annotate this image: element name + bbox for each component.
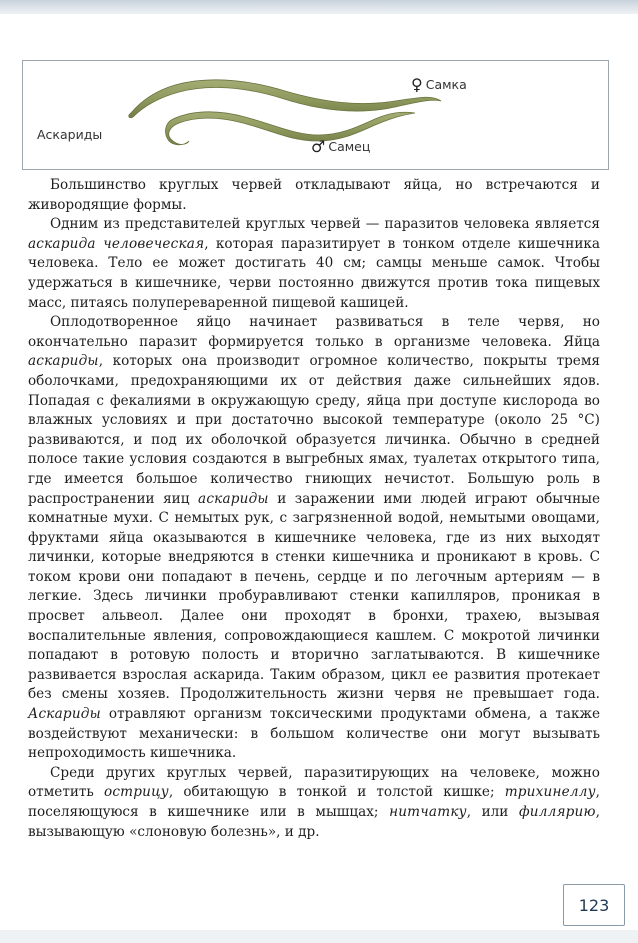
italic-term: острицу (103, 784, 169, 801)
label-female (411, 75, 467, 94)
body-text (28, 176, 600, 842)
text-run: , которых она производит огромное количество, покрыты тремя оболочками, предохраняющими их от действия даже сильнейших ядов. Попадая с фекалиями в окружающую среду, яйца при доступе кислорода во влажных условиях и при достаточно высокой температуре (около 25 °С) развиваются, и под их оболочкой образуется личинка. Обычно в средней полосе такие условия создаются в выгребных ямах, туалетах открытого типа, где имеется большое количество гниющих нечистот. Большую роль в распространении яиц (28, 353, 600, 507)
italic-term: аскариды (198, 490, 269, 507)
italic-term: филлярию (518, 804, 596, 820)
italic-term: трихинеллу (504, 784, 596, 801)
bottom-band (0, 930, 638, 943)
top-color-band (0, 0, 638, 14)
text-run: , поселяющуюся в кишечнике или в мышцах; (28, 784, 600, 820)
text-run: и заражении ими людей играют обычные комнатные мухи. С немытых рук, с загрязненной водой, немытыми овощами, фруктами яйца оказываются в кишечнике человека, где из них выходят личинки, которые внедряются в стенки кишечника и проникают в кровь. С током крови они попадают в печень, сердце и по легочным артериям — в легкие. Здесь личинки пробуравливают стенки капилляров, проникая в просвет альвеол. Далее они проходят в бронхи, трахею, вызывая воспалительные явления, сопровождающиеся кашлем. С мокротой личинки попадают в ротовую полость и вторично заглатываются. В кишечнике развивается взрослая аскарида. Таким образом, цикл ее развития протекает без смены хозяев. Продолжительность жизни червя не превышает года. (28, 490, 600, 703)
paragraph-2 (28, 215, 600, 313)
page-number: 123 (563, 884, 625, 926)
label-male-text: Самец (328, 139, 371, 154)
text-run: , обитающую в тонкой и толстой кишке; (168, 784, 505, 801)
text-run: , вызывающую «слоновую болезнь», и др. (28, 804, 600, 840)
label-female-text: Самка (425, 77, 467, 92)
italic-term: нитчатку (389, 804, 467, 820)
male-worm (166, 112, 415, 145)
italic-term: аскарида человеческая (28, 235, 205, 252)
label-male (311, 137, 370, 156)
text-run: , которая паразитирует в тонком отделе кишечника человека. Тело ее может достигать 40 см; самцы меньше самок. Чтобы удержаться в кишечнике, черви постоянно движутся против тока пищевых масс, питаясь полупереваренной пищевой кашицей. (28, 235, 600, 311)
text-run: , или (466, 804, 519, 820)
paragraph-4 (28, 764, 600, 842)
text-run: Большинство круглых червей откладывают яйца, но встречаются и живородящие формы. (28, 177, 600, 213)
paragraph-1 (28, 176, 600, 215)
male-symbol-icon: ♂ (311, 137, 326, 156)
italic-term: аскариды (28, 353, 99, 370)
text-run: Одним из представителей круглых червей — паразитов человека является (50, 216, 600, 233)
italic-term: Аскариды (28, 706, 101, 723)
text-run: отравляют организм токсическими продуктами обмена, а также воздействуют механически: в большом количестве они могут вызывать непроходимость кишечника. (28, 706, 600, 762)
text-run: Оплодотворенное яйцо начинает развиваться в теле червя, но окончательно паразит формируется только в организме человека. Яйца (28, 314, 600, 350)
female-worm (129, 80, 441, 118)
text-run: Среди других круглых червей, паразитирующих на человеке, можно отметить (28, 764, 600, 801)
paragraph-3 (28, 313, 600, 764)
ascarid-figure (22, 60, 609, 170)
figure-caption-ascarids: Аскариды (37, 127, 103, 142)
female-symbol-icon: ♀ (411, 75, 423, 94)
